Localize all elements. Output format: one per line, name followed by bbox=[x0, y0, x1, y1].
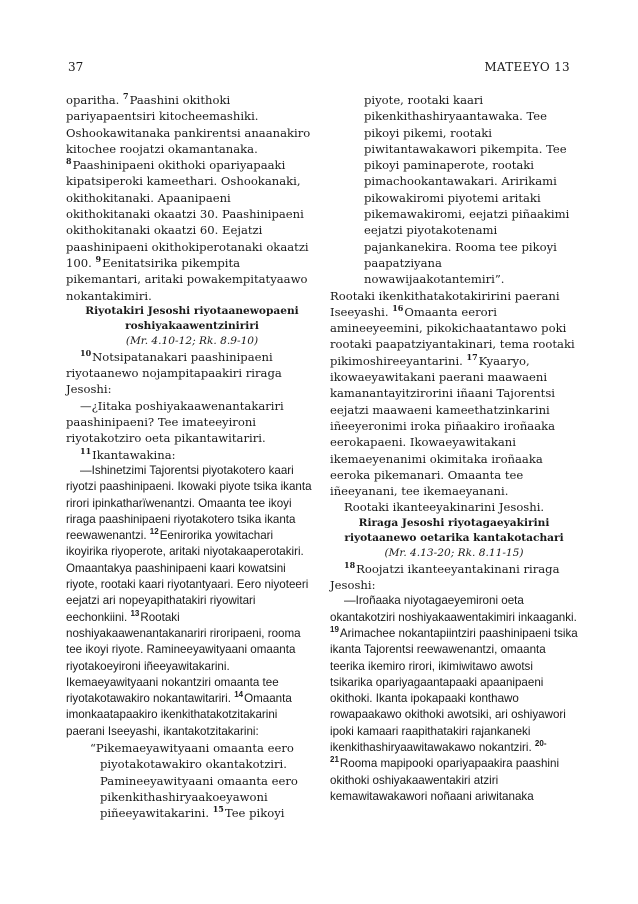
verse-number: 15 bbox=[212, 804, 224, 815]
paragraph: $^{18}$Roojatzi ikanteeyantakinani riraga Jesoshi: bbox=[330, 559, 560, 593]
verse-number: 18 bbox=[344, 559, 356, 570]
paragraph: —Ishinetzimi Tajorentsi piyotakotero kaari riyotzi paashinipaeni. Ikowaki piyote tsika ikanta rirori ipinkatharïwenantzi. Omaanta tee ikoyi riraga paashinipaeni riyotakotero tsika ikanta reewawenantzi. $^{12}$Eenirorika yowitachari ikoyirika riyoperote, aritaki niyotakaaperotakiri. Omaantakya paashinipaeni kaari kowatsini riyote, rootaki kaari riyotantyaari. Eero niyoteeri eejatzi ari nopeyapithatakiri riyowitari eechonkiini. $^{13}$Rootaki noshiyakaawenantakanariri riroripaeni, rooma tee ikoyi riyote. Ramineeyawityaani omaanta riyotakoeyironi iñeeyawitakarini. Ikemaeyawityaani nokantziri omaanta tee riyotakotawakiro nokantawitariri. $^{14}$Omaanta imonkaatapaakiro ikenkithatakotzitakarini paerani Iseeyashi, ikantakotzitakarini: bbox=[66, 463, 312, 738]
verse-number: 11 bbox=[80, 445, 92, 456]
paragraph: oparitha. $^7$Paashini okithoki pariyapaentsiri kitocheemashiki. Oshookawitanaka pankirentsi anaanakiro kitochee roojatzi okamantanaka. $^8$Paashinipaeni okithoki opariyapaaki kipatsiperoki kameethari. Oshookanaki, okithokitanaki. Apaanipaeni okithokitanaki okaatzi 30. Paashinipaeni okithokitanaki okaatzi 60. Eejatzi paashinipaeni okithokiperotanaki okaatzi 100. $^9$Eenitatsirika pikempita pikemantari, aritaki powakempitatyaawo nokantakimiri. bbox=[66, 91, 311, 303]
verse-number: 8 bbox=[66, 156, 72, 167]
page-header bbox=[68, 60, 570, 78]
paragraph: —¿Iitaka poshiyakaawenantakariri paashinipaeni? Tee imateeyironi riyotakotziro oeta pikantawitariri. bbox=[66, 398, 284, 446]
verse-number: 14 bbox=[234, 690, 244, 700]
paragraph: $^{11}$Ikantawakina: bbox=[80, 445, 176, 462]
page-number: 37 bbox=[68, 60, 84, 74]
right-column bbox=[330, 92, 578, 805]
section-heading: Riraga Jesoshi riyotagaeyakirini riyotaanewo oetarika kantakotachari bbox=[344, 516, 564, 544]
quoted-poetry: “Pikemaeyawityaani omaanta eero piyotakotawakiro okantakotziri. Pamineeyawityaani omaanta eero pikenkithashiryaakoeyawoni piñeeyawitakarini. $^{15}$Tee pikoyi bbox=[90, 740, 298, 821]
cross-reference: (Mr. 4.13-20; Rk. 8.11-15) bbox=[384, 546, 524, 559]
quoted-poetry: piyote, rootaki kaari pikenkithashiryaantawaka. Tee pikoyi pikemi, rootaki piwitantawakawori pikempita. Tee pikoyi paminaperote, rootaki pimachookantawakari. Aririkami pikowakiromi piyotemi aritaki pikemawakiromi, eejatzi piñaakimi eejatzi piyotakotenami pajankanekira. Rooma tee pikoyi paapatziyana nowawijaakotantemiri”. bbox=[364, 93, 570, 287]
verse-number: 10 bbox=[80, 348, 92, 358]
verse-number: 9 bbox=[95, 254, 102, 265]
verse-number: 7 bbox=[122, 91, 129, 102]
verse-number: 12 bbox=[149, 527, 159, 537]
cross-reference: (Mr. 4.10-12; Rk. 8.9-10) bbox=[125, 334, 259, 347]
paragraph: Rootaki ikanteeyakinarini Jesoshi. bbox=[344, 500, 545, 515]
paragraph: $^{10}$Notsipatanakari paashinipaeni riyotaanewo nojampitapaakiri riraga Jesoshi: bbox=[66, 348, 282, 397]
verse-number: 20-21 bbox=[330, 739, 547, 765]
left-column bbox=[66, 92, 318, 821]
verse-number: 19 bbox=[330, 625, 339, 635]
verse-number: 13 bbox=[130, 608, 140, 618]
paragraph: —Iroñaaka niyotagaeyemironi oeta okantakotziri noshiyakaawentakimiri inkaaganki. $^{19}$Arimachee nokantapiintziri paashinipaeni tsika ikanta Tajorentsi reewawenantzi, omaanta teerika ikemiro rirori, ikimiwitawo awotsi tsikarika opariyagaantapaaki apaanipaeni okithoki. Ikanta ipokapaaki konthawo rowapaakawo okithoki awotsiki, ari oshiyawori ipoki kamaari raapithatakiri rajankaneki ikenkithashiryaawitawakawo nokantziri. $^{20-21}$Rooma mapipooki opariyapaakira paashini okithoki oshiyakaawentakiri atziri kemawitawakawori noñaani ariwitanaka bbox=[330, 594, 578, 803]
verse-number: 17 bbox=[466, 351, 478, 362]
running-head: MATEEYO 13 bbox=[484, 60, 570, 74]
section-heading: Riyotakiri Jesoshi riyotaanewopaeni roshiyakaawentziniriri bbox=[85, 304, 299, 332]
verse-number: 16 bbox=[392, 303, 404, 313]
paragraph: Rootaki ikenkithatakotakiririni paerani Iseeyashi. $^{16}$Omaanta eerori amineeyeemini, pikokichaatantawo poki rootaki paapatziyantakinari, tema rootaki pikimoshireeyantarini. $^{17}$Kyaaryo, ikowaeyawitakani paerani maawaeni kamanantayitzirorini iñaani Tajorentsi eejatzi maawaeni kameethatzinkarini iñeeyeronimi iroka piñaakiro iroñaaka eerokapaeni. Ikowaeyawitakani ikemaeyenanimi okimitaka iroñaaka eeroka pikemanari. Omaanta tee iñeeyanani, tee ikemaeyanani. bbox=[330, 288, 575, 499]
